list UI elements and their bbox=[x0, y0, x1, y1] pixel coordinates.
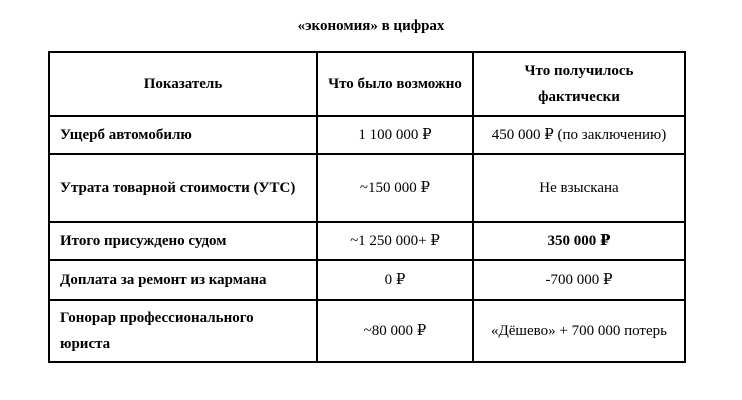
table-header-row bbox=[49, 52, 685, 116]
header-possible: Что было возможно bbox=[317, 52, 473, 116]
table-row bbox=[49, 154, 685, 222]
row-indicator: Итого присуждено судом bbox=[49, 222, 317, 260]
row-actual-value: -700 000 ₽ bbox=[473, 260, 685, 300]
row-actual-value: 350 000 ₽ bbox=[473, 222, 685, 260]
row-indicator: Доплата за ремонт из кармана bbox=[49, 260, 317, 300]
row-possible-value: ~150 000 ₽ bbox=[317, 154, 473, 222]
table-row bbox=[49, 260, 685, 300]
row-possible-value: 0 ₽ bbox=[317, 260, 473, 300]
row-indicator: Ущерб автомобилю bbox=[49, 116, 317, 154]
document-title: «экономия» в цифрах bbox=[297, 18, 445, 34]
table-row bbox=[49, 222, 685, 260]
table-row bbox=[49, 300, 685, 362]
row-possible-value: ~80 000 ₽ bbox=[317, 300, 473, 362]
row-possible-value: ~1 250 000+ ₽ bbox=[317, 222, 473, 260]
comparison-table bbox=[48, 51, 686, 363]
row-possible-value: 1 100 000 ₽ bbox=[317, 116, 473, 154]
header-indicator: Показатель bbox=[49, 52, 317, 116]
row-actual-value: «Дёшево» + 700 000 потерь bbox=[473, 300, 685, 362]
row-actual-value: 450 000 ₽ (по заключению) bbox=[473, 116, 685, 154]
row-actual-value: Не взыскана bbox=[473, 154, 685, 222]
row-indicator: Гонорар профессионального юриста bbox=[49, 300, 317, 362]
row-indicator: Утрата товарной стоимости (УТС) bbox=[49, 154, 317, 222]
header-actual: Что получилось фактически bbox=[473, 52, 685, 116]
table-row bbox=[49, 116, 685, 154]
